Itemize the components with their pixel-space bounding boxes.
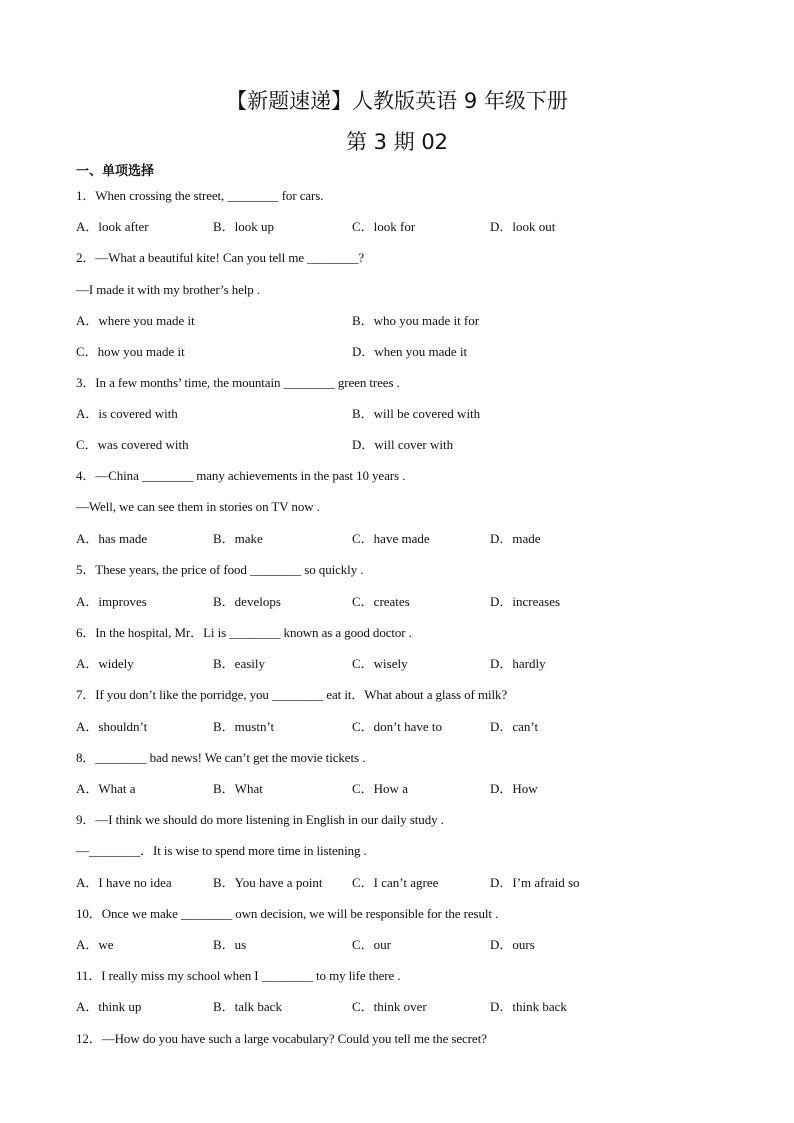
question-8-option-b: B．What — [213, 781, 263, 796]
document-title: 【新题速递】人教版英语 9 年级下册 — [226, 89, 568, 113]
question-8-option-c: C．How a — [352, 781, 408, 796]
question-11-option-b: B．talk back — [213, 999, 282, 1014]
question-7-option-a: A．shouldn’t — [76, 719, 148, 734]
question-4-reply: —Well, we can see them in stories on TV now . — [76, 499, 320, 514]
question-6-option-b: B．easily — [213, 656, 265, 671]
question-9-stem: 9．—I think we should do more listening in English in our daily study . — [76, 812, 444, 827]
question-7-stem: 7．If you don’t like the porridge, you ________ eat it．What about a glass of milk? — [76, 687, 508, 702]
question-8-option-d: D．How — [490, 781, 538, 796]
question-6-option-a: A．widely — [76, 656, 134, 671]
question-4-stem: 4．—China ________ many achievements in the past 10 years . — [76, 468, 406, 483]
question-2-option-d: D．when you made it — [352, 344, 468, 359]
question-11-option-a: A．think up — [76, 999, 142, 1014]
question-9-option-a: A．I have no idea — [76, 875, 172, 890]
question-3-option-a: A．is covered with — [76, 406, 178, 421]
question-5-stem: 5．These years, the price of food ________ so quickly . — [76, 562, 364, 577]
question-2-option-b: B．who you made it for — [352, 313, 480, 328]
question-3-option-d: D．will cover with — [352, 437, 454, 452]
question-5-option-b: B．develops — [213, 594, 281, 609]
question-12-stem: 12．—How do you have such a large vocabulary? Could you tell me the secret? — [76, 1031, 487, 1046]
question-6-option-c: C．wisely — [352, 656, 408, 671]
question-4-option-c: C．have made — [352, 531, 430, 546]
question-3-option-b: B．will be covered with — [352, 406, 481, 421]
question-11-option-d: D．think back — [490, 999, 567, 1014]
question-4-option-a: A．has made — [76, 531, 148, 546]
question-9-reply: —________．It is wise to spend more time in listening . — [76, 843, 367, 858]
question-6-option-d: D．hardly — [490, 656, 546, 671]
question-10-stem: 10．Once we make ________ own decision, we will be responsible for the result . — [76, 906, 499, 921]
section-heading: 一、单项选择 — [76, 164, 155, 179]
question-1-option-b: B．look up — [213, 219, 275, 234]
question-2-stem: 2．—What a beautiful kite! Can you tell me ________? — [76, 250, 365, 265]
question-5-option-a: A．improves — [76, 594, 147, 609]
question-4-option-b: B．make — [213, 531, 263, 546]
question-6-stem: 6．In the hospital, Mr．Li is ________ known as a good doctor . — [76, 625, 412, 640]
document-subtitle: 第 3 期 02 — [345, 130, 449, 154]
question-5-option-c: C．creates — [352, 594, 410, 609]
question-10-option-a: A．we — [76, 937, 114, 952]
question-9-option-d: D．I’m afraid so — [490, 875, 580, 890]
question-5-option-d: D．increases — [490, 594, 561, 609]
question-1-stem: 1．When crossing the street, ________ for cars. — [76, 188, 324, 203]
question-7-option-b: B．mustn’t — [213, 719, 275, 734]
question-3-stem: 3．In a few months’ time, the mountain ________ green trees . — [76, 375, 400, 390]
question-2-reply: —I made it with my brother’s help . — [76, 282, 261, 297]
question-8-stem: 8．________ bad news! We can’t get the movie tickets . — [76, 750, 366, 765]
question-11-stem: 11．I really miss my school when I ________ to my life there . — [76, 968, 401, 983]
question-9-option-c: C．I can’t agree — [352, 875, 439, 890]
question-2-option-a: A．where you made it — [76, 313, 195, 328]
question-7-option-d: D．can’t — [490, 719, 539, 734]
question-4-option-d: D．made — [490, 531, 541, 546]
question-1-option-d: D．look out — [490, 219, 556, 234]
question-1-option-a: A．look after — [76, 219, 149, 234]
question-2-option-c: C．how you made it — [76, 344, 185, 359]
question-7-option-c: C．don’t have to — [352, 719, 443, 734]
question-1-option-c: C．look for — [352, 219, 416, 234]
question-11-option-c: C．think over — [352, 999, 427, 1014]
question-10-option-c: C．our — [352, 937, 392, 952]
question-10-option-b: B．us — [213, 937, 247, 952]
question-10-option-d: D．ours — [490, 937, 535, 952]
question-9-option-b: B．You have a point — [213, 875, 323, 890]
question-3-option-c: C．was covered with — [76, 437, 189, 452]
question-8-option-a: A．What a — [76, 781, 136, 796]
